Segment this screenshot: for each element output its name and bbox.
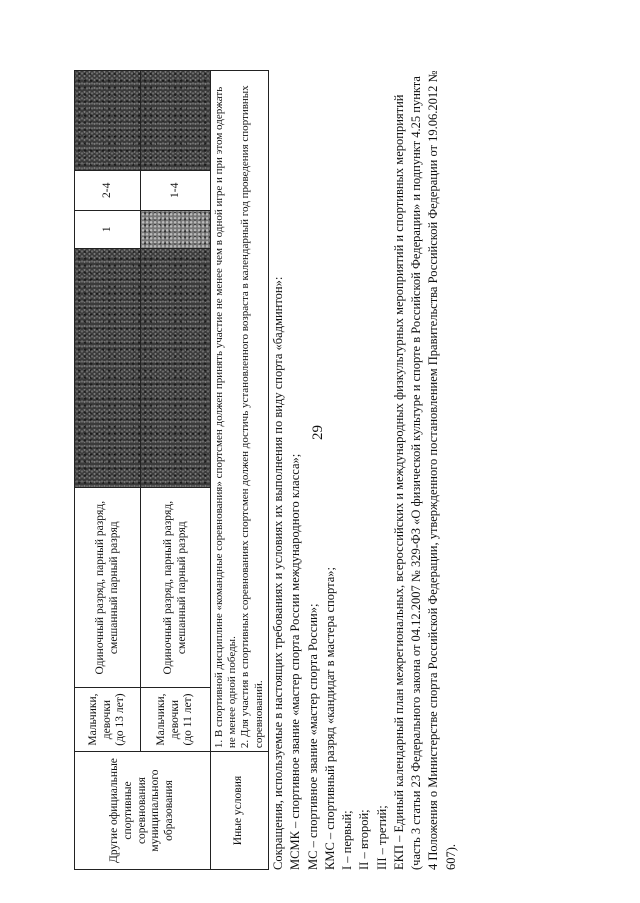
rotated-page-content [74, 70, 458, 870]
other-conditions-cell [211, 71, 269, 752]
abbreviation-item: I – первый; [340, 810, 354, 870]
abbreviation-item: МС – спортивное звание «мастер спорта России»; [305, 603, 320, 870]
table-row [141, 71, 211, 870]
place-cell: 1-4 [141, 170, 211, 210]
abbreviation-item: МСМК – спортивное звание «мастер спорта России международного класса»; [288, 453, 303, 870]
event-cell: Другие официальные спортивные соревнования муниципального образования [75, 752, 211, 870]
age-group-cell: Мальчики, девочки (до 13 лет) [75, 688, 141, 752]
condition-item: 2. Для участия в спортивных соревнованиях спортсмен должен достичь установленного возраста в календарный год проведения спортивных соревнований. [239, 85, 265, 749]
shaded-cell [141, 248, 211, 488]
shaded-cell [75, 248, 141, 488]
table-row [75, 71, 141, 870]
abbreviations-block [270, 70, 460, 870]
age-group-cell: Мальчики, девочки (до 11 лет) [141, 688, 211, 752]
page-number: 29 [310, 425, 326, 440]
discipline-cell: Одиночный разряд, парный разряд, смешанный парный разряд [75, 488, 141, 688]
requirements-table [74, 70, 269, 870]
abbreviation-item: III – третий; [374, 805, 389, 870]
condition-item: 1. В спортивной дисциплине «командные соревнования» спортсмен должен принять участие не менее чем в одной игре и при этом одержать не менее одной победы. [213, 86, 239, 749]
discipline-cell: Одиночный разряд, парный разряд, смешанный парный разряд [141, 488, 211, 688]
shaded-cell [141, 210, 211, 248]
abbreviation-item: КМС – спортивный разряд «кандидат в мастера спорта»; [322, 567, 337, 870]
place-cell: 1 [75, 210, 141, 248]
table-row [211, 71, 269, 870]
place-cell: 2-4 [75, 170, 141, 210]
abbreviations-heading: Сокращения, используемые в настоящих требованиях и условиях их выполнения по виду спорта «бадминтон»: [271, 276, 285, 870]
shaded-cell [75, 71, 141, 171]
shaded-cell [141, 71, 211, 171]
abbreviation-item: II – второй; [357, 809, 372, 870]
abbreviation-item: ЕКП – Единый календарный план межрегиональных, всероссийских и международных физкультурных мероприятий и спортивных мероприятий (часть 3 статьи 23 Федерального закона от 04.12.2007 № 329-ФЗ «О физической культуре и спорте в Российской Федерации» и подпункт 4.25 пункта 4 Положения о Министерстве спорта Российской Федерации, утвержденного постановлением Правительства Российской Федерации от 19.06.2012 № 607). [391, 70, 458, 870]
other-conditions-label: Иные условия [211, 752, 269, 870]
